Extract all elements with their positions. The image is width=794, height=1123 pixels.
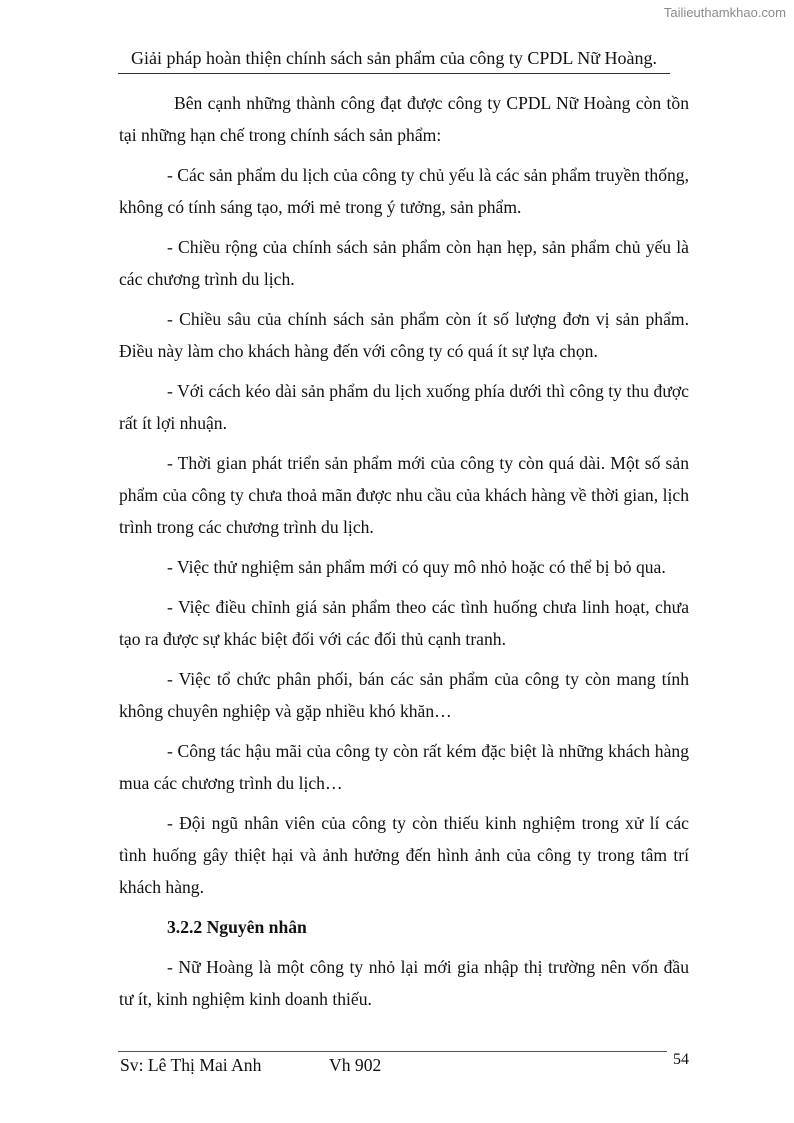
footer-class-code: Vh 902: [329, 1055, 382, 1075]
limitation-item-5: - Thời gian phát triển sản phẩm mới của công ty còn quá dài. Một số sản phẩm của công ty chưa thoả mãn được nhu cầu của khách hàng về thời gian, lịch trình trong các chương trình du lịch.: [119, 453, 689, 537]
limitation-item-10: - Đội ngũ nhân viên của công ty còn thiếu kinh nghiệm trong xử lí các tình huống gây thiệt hại và ảnh hưởng đến hình ảnh của công ty trong tâm trí khách hàng.: [119, 813, 689, 897]
limitation-item-3: - Chiều sâu của chính sách sản phẩm còn ít số lượng đơn vị sản phẩm. Điều này làm cho khách hàng đến với công ty có quá ít sự lựa chọn.: [119, 309, 689, 361]
limitation-item-6: - Việc thử nghiệm sản phẩm mới có quy mô nhỏ hoặc có thể bị bỏ qua.: [167, 557, 666, 577]
page-footer: [120, 1051, 690, 1079]
limitation-item-2: - Chiều rộng của chính sách sản phẩm còn hạn hẹp, sản phẩm chủ yếu là các chương trình du lịch.: [119, 237, 689, 289]
footer-student-name: Sv: Lê Thị Mai Anh: [120, 1055, 262, 1075]
limitation-item-8: - Việc tổ chức phân phối, bán các sản phẩm của công ty còn mang tính không chuyên nghiệp và gặp nhiều khó khăn…: [119, 669, 689, 721]
intro-paragraph: Bên cạnh những thành công đạt được công ty CPDL Nữ Hoàng còn tồn tại những hạn chế trong chính sách sản phẩm:: [119, 93, 689, 145]
watermark-text: Tailieuthamkhao.com: [663, 5, 786, 20]
section-heading: 3.2.2 Nguyên nhân: [167, 917, 307, 937]
cause-item-1: - Nữ Hoàng là một công ty nhỏ lại mới gia nhập thị trường nên vốn đầu tư ít, kinh nghiệm kinh doanh thiếu.: [119, 957, 689, 1009]
page-number: 54: [673, 1051, 689, 1068]
limitation-item-4: - Với cách kéo dài sản phẩm du lịch xuống phía dưới thì công ty thu được rất ít lợi nhuận.: [119, 381, 689, 433]
header-divider: [118, 73, 670, 74]
running-header-title: Giải pháp hoàn thiện chính sách sản phẩm của công ty CPDL Nữ Hoàng.: [131, 48, 657, 68]
limitation-item-7: - Việc điều chỉnh giá sản phẩm theo các tình huống chưa linh hoạt, chưa tạo ra được sự khác biệt đối với các đối thủ cạnh tranh.: [119, 597, 689, 649]
limitation-item-9: - Công tác hậu mãi của công ty còn rất kém đặc biệt là những khách hàng mua các chương trình du lịch…: [119, 741, 689, 793]
footer-divider: [118, 1051, 667, 1052]
limitation-item-1: - Các sản phẩm du lịch của công ty chủ yếu là các sản phẩm truyền thống, không có tính sáng tạo, mới mẻ trong ý tưởng, sản phẩm.: [119, 165, 689, 217]
document-body: [119, 87, 689, 1023]
